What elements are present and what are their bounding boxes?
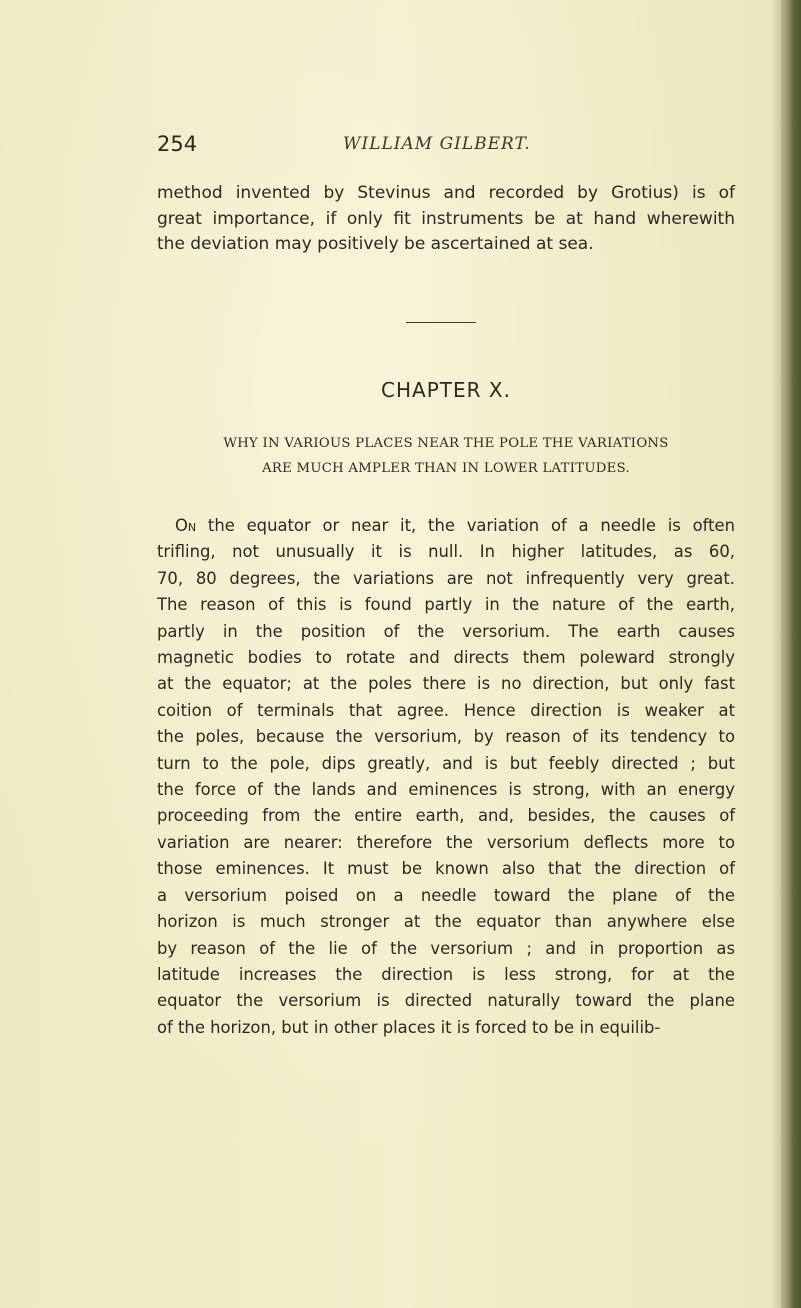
text-line: method invented by Stevinus and recorded by Grotius) is of — [157, 183, 735, 203]
text-line: 70, 80 degrees, the variations are not infrequently very great. — [157, 568, 735, 588]
text-line: partly in the position of the versorium. The earth causes — [157, 621, 735, 641]
chapter-title — [157, 431, 735, 481]
text-line — [157, 513, 735, 539]
chapter-title-line: ARE MUCH AMPLER THAN IN LOWER LATITUDES. — [262, 461, 630, 476]
text-line: turn to the pole, dips greatly, and is but feebly directed ; but — [157, 753, 735, 773]
text-line: at the equator; at the poles there is no direction, but only fast — [157, 674, 735, 694]
text-line: trifling, not unusually it is null. In higher latitudes, as 60, — [157, 542, 735, 562]
opening-paragraph — [157, 181, 735, 258]
running-head — [157, 132, 717, 162]
chapter-body — [157, 513, 735, 1041]
text-line: horizon is much stronger at the equator than anywhere else — [157, 912, 735, 932]
text-line: those eminences. It must be known also that the direction of — [157, 859, 735, 879]
page-number: 254 — [157, 132, 198, 156]
text-line: variation are nearer: therefore the versorium deflects more to — [157, 832, 735, 852]
text-line: a versorium poised on a needle toward the plane of the — [157, 885, 735, 905]
section-divider — [406, 322, 476, 323]
chapter-title-line: WHY IN VARIOUS PLACES NEAR THE POLE THE VARIATIONS — [223, 436, 669, 451]
text-line: the poles, because the versorium, by reason of its tendency to — [157, 727, 735, 747]
text-line: of the horizon, but in other places it is forced to be in equilib- — [157, 1017, 661, 1037]
text-line: equator the versorium is directed naturally toward the plane — [157, 991, 735, 1011]
running-title: WILLIAM GILBERT. — [343, 134, 531, 154]
text-line: proceeding from the entire earth, and, besides, the causes of — [157, 806, 735, 826]
first-line-text: the equator or near it, the variation of a needle is often — [196, 516, 735, 535]
text-line: latitude increases the direction is less strong, for at the — [157, 964, 735, 984]
drop-word: On — [175, 516, 197, 535]
text-line: the force of the lands and eminences is strong, with an energy — [157, 780, 735, 800]
page-shadow — [771, 0, 781, 1308]
text-line: coition of terminals that agree. Hence direction is weaker at — [157, 700, 735, 720]
text-line: great importance, if only fit instruments be at hand wherewith — [157, 208, 735, 229]
book-spine-edge — [781, 0, 801, 1308]
text-line: The reason of this is found partly in the nature of the earth, — [157, 595, 735, 615]
text-line: the deviation may positively be ascertained at sea. — [157, 234, 594, 255]
text-line: by reason of the lie of the versorium ; and in proportion as — [157, 938, 735, 958]
text-line: magnetic bodies to rotate and directs them poleward strongly — [157, 648, 735, 668]
chapter-heading: CHAPTER X. — [381, 378, 511, 402]
